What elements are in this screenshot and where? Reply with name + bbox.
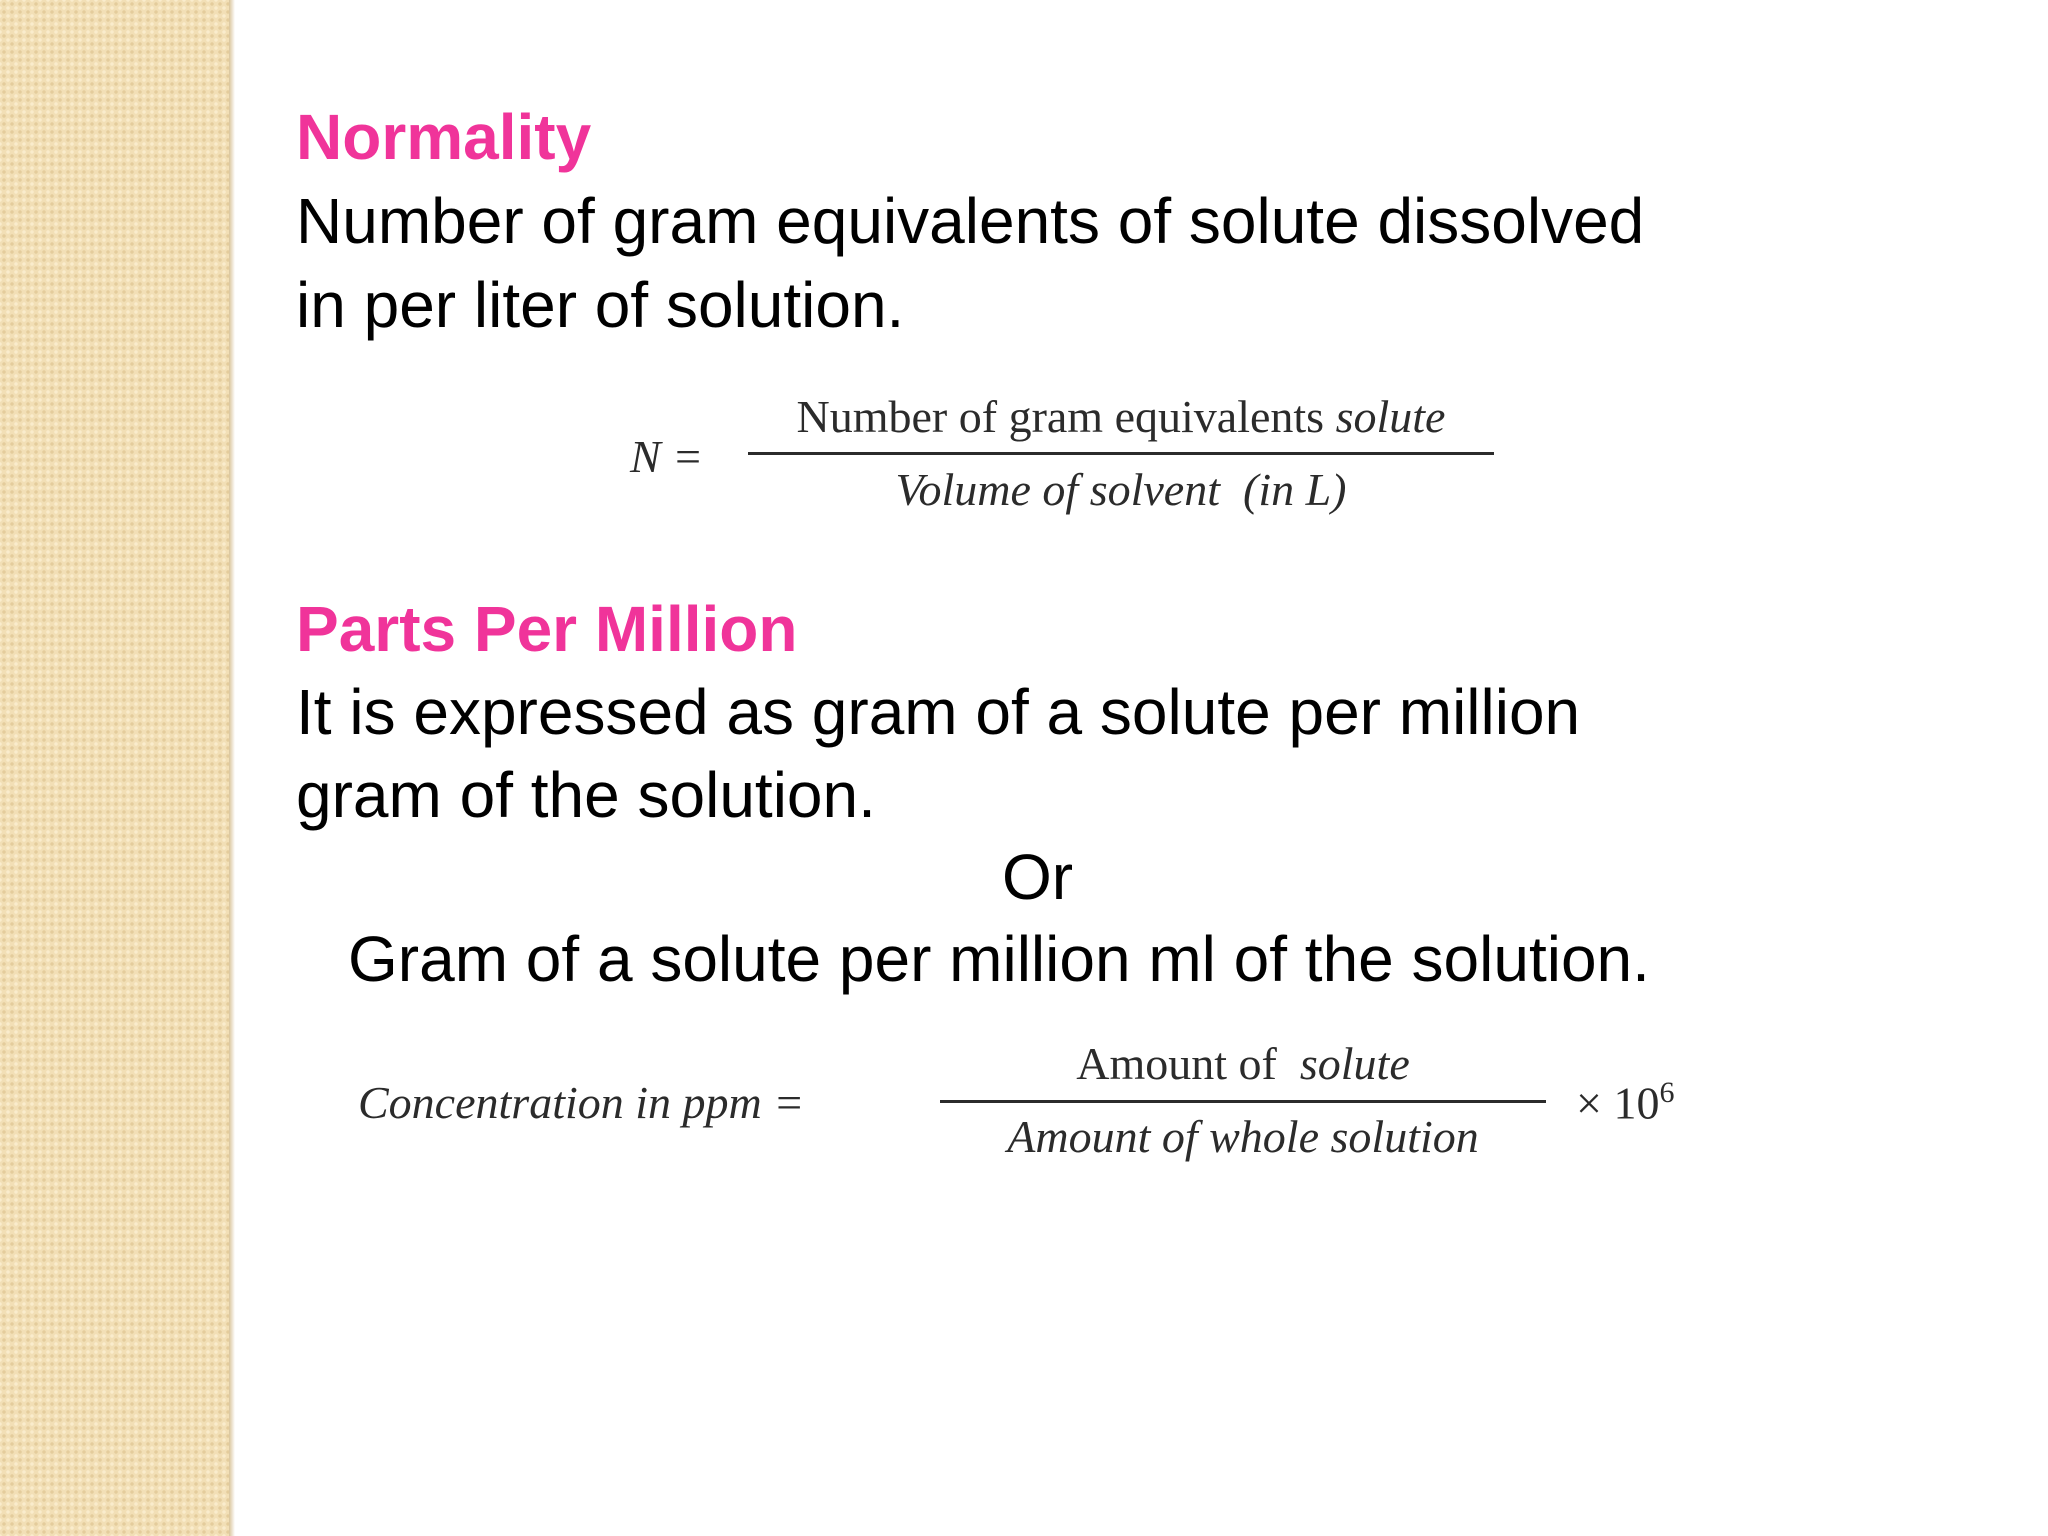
normality-heading: Normality <box>296 101 592 173</box>
ppm-multiplier-text: × 10 <box>1576 1077 1660 1129</box>
normality-denominator-unit: (in L) <box>1243 464 1347 515</box>
ppm-formula-numerator <box>940 1037 1546 1090</box>
ppm-heading: Parts Per Million <box>296 593 798 665</box>
ppm-numerator-text: Amount of <box>1076 1038 1277 1089</box>
normality-numerator-italic: solute <box>1335 391 1446 442</box>
ppm-exponent: 6 <box>1659 1076 1675 1109</box>
ppm-or-text: Or <box>1002 841 1074 913</box>
ppm-definition-line-3: Gram of a solute per million ml of the solution. <box>348 923 1650 995</box>
normality-numerator-text: Number of gram equivalents <box>796 391 1325 442</box>
ppm-formula-lhs: Concentration in ppm = <box>358 1077 805 1128</box>
normality-definition-line-2: in per liter of solution. <box>296 269 905 341</box>
ppm-definition-line-2: gram of the solution. <box>296 759 876 831</box>
normality-denominator-text: Volume of solvent <box>895 464 1220 515</box>
normality-definition-line-1: Number of gram equivalents of solute dissolved <box>296 185 1645 257</box>
ppm-definition-line-1: It is expressed as gram of a solute per million <box>296 676 1581 748</box>
decorative-side-strip <box>0 0 229 1536</box>
ppm-formula-multiplier <box>1576 1076 1674 1129</box>
ppm-formula-denominator: Amount of whole solution <box>1007 1111 1479 1162</box>
normality-formula-lhs: N = <box>630 431 704 482</box>
side-strip-edge <box>229 0 235 1536</box>
normality-fraction-bar <box>748 452 1494 455</box>
ppm-fraction-bar <box>940 1100 1546 1103</box>
ppm-numerator-italic: solute <box>1299 1038 1410 1089</box>
normality-formula-numerator <box>748 390 1494 443</box>
normality-formula-denominator <box>748 463 1494 516</box>
